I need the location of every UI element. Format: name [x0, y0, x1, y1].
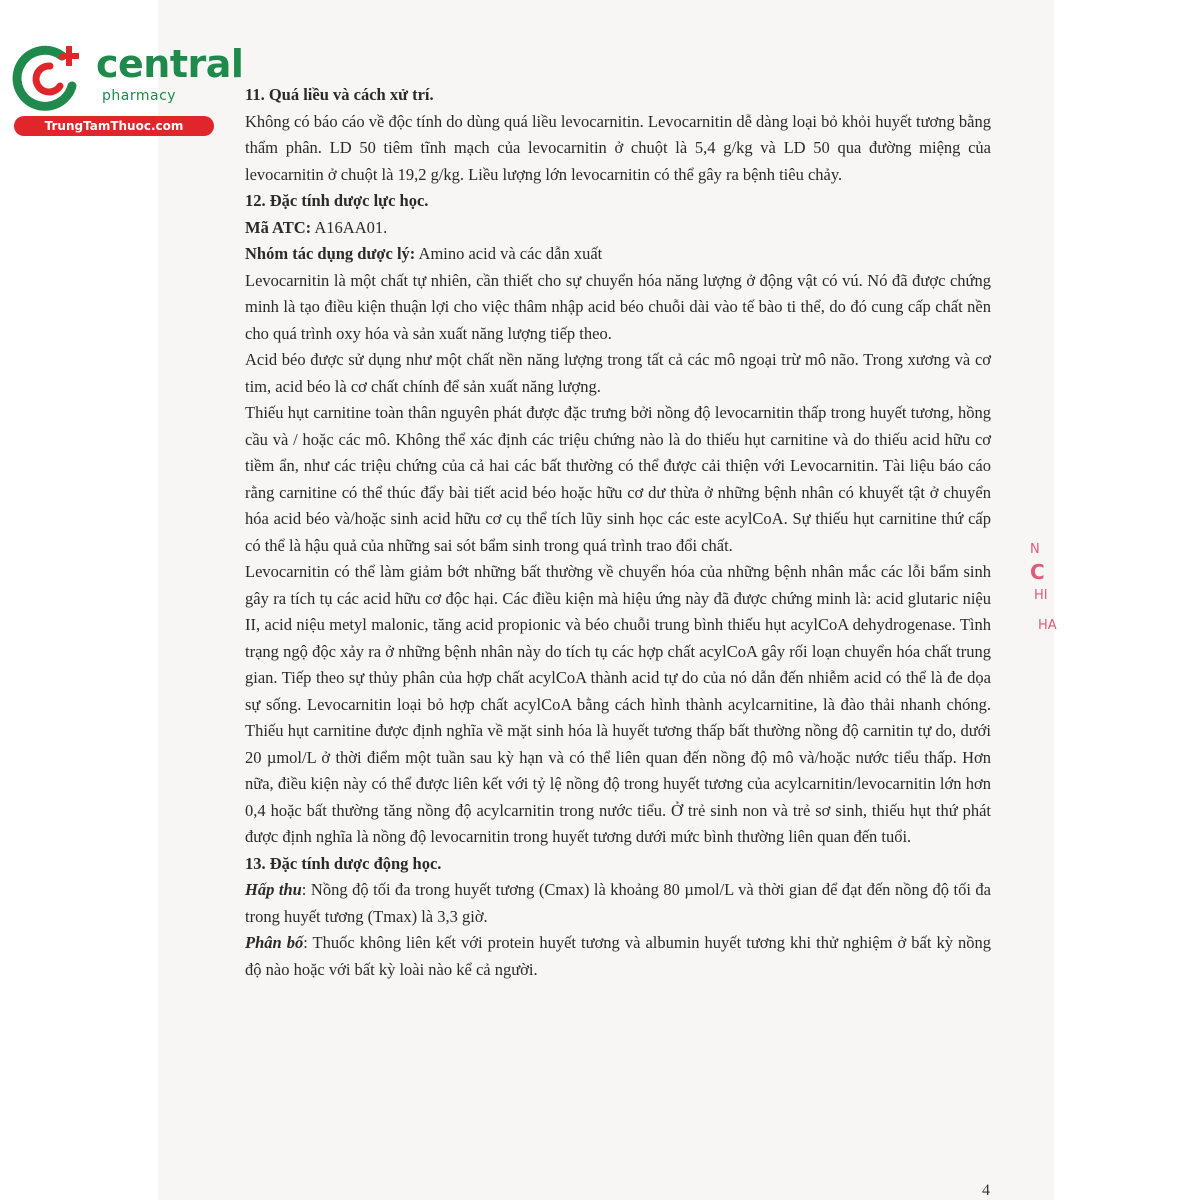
atc-label: Mã ATC: — [245, 217, 312, 237]
stamp-text-2: C — [1030, 560, 1045, 584]
absorption-paragraph — [245, 877, 991, 930]
section-12-paragraph-1: Levocarnitin là một chất tự nhiên, cần thiết cho sự chuyển hóa năng lượng ở động vật có vú. Nó đã được chứng minh là tạo điều kiện thuận lợi cho việc thâm nhập acid béo chuỗi dài vào tế bào ti thể, do đó cung cấp chất nền cho quá trình oxy hóa và sản xuất năng lượng tiếp theo. — [245, 270, 991, 343]
section-11-paragraph: Không có báo cáo về độc tính do dùng quá liều levocarnitin. Levocarnitin dễ dàng loại bỏ khỏi huyết tương bằng thẩm phân. LD 50 tiêm tĩnh mạch của levocarnitin ở chuột là 5,4 g/kg và LD 50 qua đường miệng của levocarnitin ở chuột là 19,2 g/kg. Liều lượng lớn levocarnitin có thể gây ra bệnh tiêu chảy. — [245, 111, 991, 184]
pharmacologic-group-line — [245, 241, 991, 268]
page-number: 4 — [982, 1182, 990, 1199]
logo-website-banner: TrungTamThuoc.com — [14, 116, 214, 136]
absorption-text: : Nồng độ tối đa trong huyết tương (Cmax) là khoảng 80 µmol/L và thời gian để đạt đến nồng độ tối đa trong huyết tương (Tmax) là 3,3 giờ. — [245, 880, 991, 926]
distribution-paragraph — [245, 930, 991, 983]
stamp-text-4: HA — [1038, 618, 1057, 633]
section-12-paragraph-2: Acid béo được sử dụng như một chất nền năng lượng trong tất cả các mô ngoại trừ mô não. Trong xương và cơ tim, acid béo là cơ chất chính để sản xuất năng lượng. — [245, 350, 991, 396]
stamp-text-1: N — [1030, 542, 1040, 557]
logo-name: central — [96, 42, 244, 86]
distribution-text: : Thuốc không liên kết với protein huyết tương và albumin huyết tương khi thử nghiệm ở bất kỳ nồng độ nào hoặc với bất kỳ loài nào kể cả người. — [245, 933, 991, 979]
section-12-title: 12. Đặc tính dược lực học. — [245, 191, 429, 210]
section-12-paragraph-4: Levocarnitin có thể làm giảm bớt những bất thường về chuyển hóa của những bệnh nhân mắc các lỗi bẩm sinh gây ra tích tụ các acid hữu cơ độc hại. Các điều kiện mà hiệu ứng này đã được chứng minh là: acid glutaric niệu II, acid niệu metyl malonic, tăng acid propionic và béo chuỗi trung bình thiếu hụt acylCoA dehydrogenase. Tình trạng ngộ độc xảy ra ở những bệnh nhân này do tích tụ các hợp chất acylCoA gây rối loạn chuyển hóa chất trung gian. Tiếp theo sự thủy phân của hợp chất acylCoA thành acid tự do của nó dẫn đến nhiễm acid có thể là đe dọa sự sống. Levocarnitin loại bỏ hợp chất acylCoA bằng cách hình thành acylcarnitine, là đào thải nhanh chóng. Thiếu hụt carnitine được định nghĩa về mặt sinh hóa là huyết tương thấp bất thường nồng độ carnitin tự do, dưới 20 µmol/L ở thời điểm một tuần sau kỳ hạn và có thể liên quan đến nồng độ mô và/hoặc nước tiểu thấp. Hơn nữa, điều kiện này có thể được liên kết với tỷ lệ nồng độ trong huyết tương của acylcarnitin/levocarnitin lớn hơn 0,4 hoặc bất thường tăng nồng độ acylcarnitin trong nước tiểu. Ở trẻ sinh non và trẻ sơ sinh, thiếu hụt thứ phát được định nghĩa là nồng độ levocarnitin trong huyết tương dưới mức bình thường liên quan đến tuổi. — [245, 562, 991, 846]
section-11-title: 11. Quá liều và cách xử trí. — [245, 85, 434, 104]
absorption-label: Hấp thu — [245, 880, 302, 899]
atc-value: A16AA01. — [311, 217, 388, 237]
atc-code-line — [245, 215, 991, 242]
pharmacy-cross-icon — [10, 42, 90, 114]
central-pharmacy-logo — [10, 38, 244, 138]
section-12-paragraph-3: Thiếu hụt carnitine toàn thân nguyên phát được đặc trưng bởi nồng độ levocarnitin thấp trong huyết tương, hồng cầu và / hoặc các mô. Không thể xác định các triệu chứng nào là do thiếu hụt carnitine và do thiếu acid hữu cơ tiềm ẩn, như các triệu chứng của cả hai các bất thường có thể được cải thiện với Levocarnitin. Tài liệu báo cáo rằng carnitine có thể thúc đẩy bài tiết acid béo hoặc hữu cơ dư thừa ở những bệnh nhân có khuyết tật ở chuyển hóa acid béo và/hoặc sinh acid hữu cơ cụ thể tích lũy sinh học các este acylCoA. Sự thiếu hụt carnitine thứ cấp có thể là hậu quả của những sai sót bẩm sinh trong quá trình trao đổi chất. — [245, 403, 991, 555]
partial-stamp — [1020, 490, 1080, 660]
pharmacologic-group-label: Nhóm tác dụng dược lý: — [245, 244, 416, 263]
distribution-label: Phân bố — [245, 933, 304, 952]
section-13-title: 13. Đặc tính dược động học. — [245, 853, 442, 873]
pharmacologic-group-value: Amino acid và các dẫn xuất — [415, 244, 603, 263]
document-content — [245, 82, 991, 983]
stamp-text-3: HI — [1034, 588, 1048, 603]
logo-subtitle: pharmacy — [102, 88, 177, 104]
